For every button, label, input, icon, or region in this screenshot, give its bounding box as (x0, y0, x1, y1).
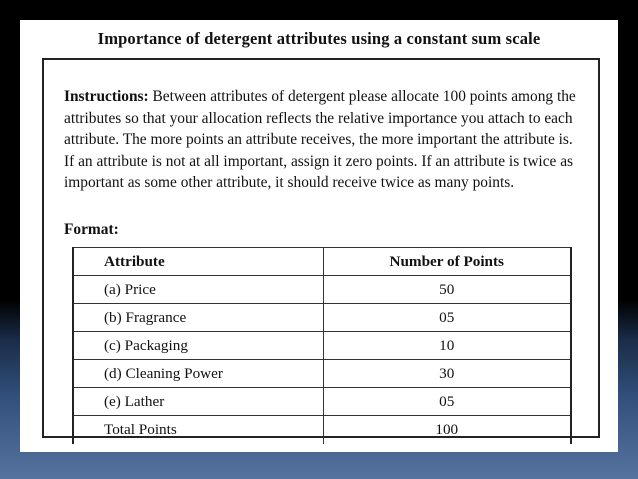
points-cell: 10 (323, 332, 571, 360)
instructions-paragraph (64, 86, 584, 194)
table-total-row (73, 416, 571, 444)
page-title: Importance of detergent attributes using a constant sum scale (97, 29, 541, 48)
attributes-table (72, 247, 572, 444)
table-row (73, 304, 571, 332)
table-header-row (73, 248, 571, 276)
attribute-cell: (c) Packaging (73, 332, 323, 360)
instructions-label: Instructions: (64, 88, 149, 105)
format-label: Format: (64, 221, 119, 238)
table-row (73, 332, 571, 360)
total-points-cell: 100 (323, 416, 571, 444)
attribute-cell: (e) Lather (73, 388, 323, 416)
table-row (73, 388, 571, 416)
total-label-cell: Total Points (73, 416, 323, 444)
table-row (73, 276, 571, 304)
table-row (73, 360, 571, 388)
points-cell: 05 (323, 304, 571, 332)
points-cell: 30 (323, 360, 571, 388)
slide (20, 20, 618, 452)
header-attribute: Attribute (73, 248, 323, 276)
points-cell: 50 (323, 276, 571, 304)
instructions-text: Between attributes of detergent please allocate 100 points among the attributes so that your allocation reflects the relative importance you attach to each attribute. The more points an attribute receives, the more important the attribute is. If an attribute is not at all important, assign it zero points. If an attribute is twice as important as some other attribute, it should receive twice as many points. (64, 88, 576, 192)
points-cell: 05 (323, 388, 571, 416)
instructions-box (42, 58, 600, 438)
attribute-cell: (d) Cleaning Power (73, 360, 323, 388)
attribute-cell: (a) Price (73, 276, 323, 304)
attribute-cell: (b) Fragrance (73, 304, 323, 332)
header-points: Number of Points (323, 248, 571, 276)
